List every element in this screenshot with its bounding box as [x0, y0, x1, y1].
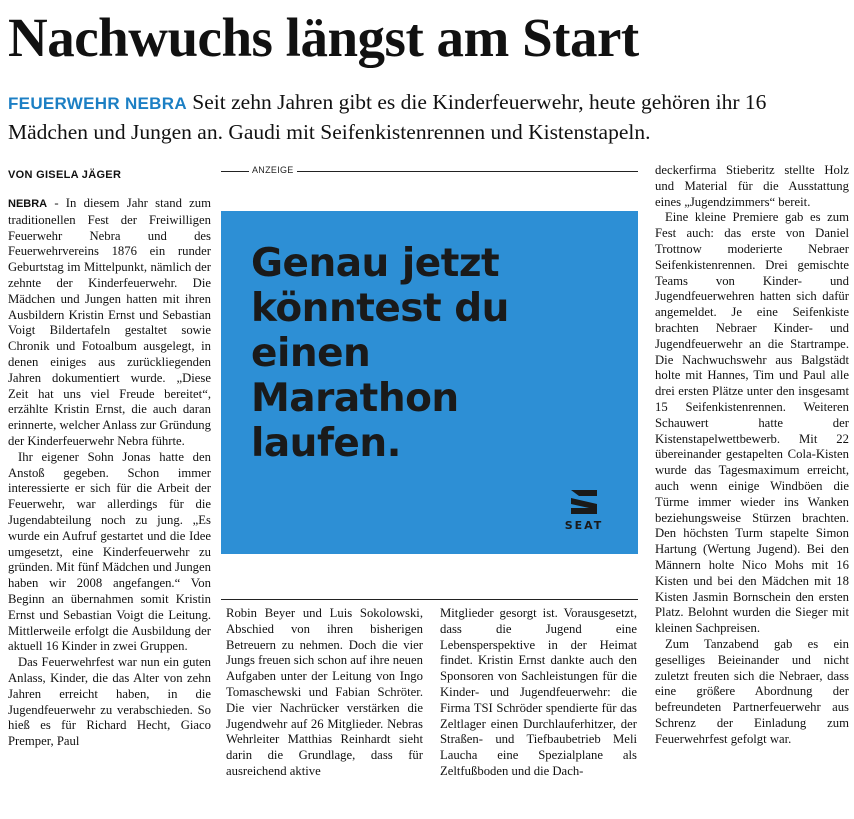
article-column-1 — [8, 196, 211, 750]
brand-logo — [557, 487, 611, 532]
paragraph: Robin Beyer und Luis Sokolowski, Abschied von ihren bisherigen Betreuern zu nehmen. Doch die vier Jungs freuen sich schon auf ihre neuen Aufgaben unter der Leitung von Ingo Tomaschewski und Fabian Schröter. Die vier Nachrücker verstärken die Jugendwehr auf 26 Mitglieder. Nebras Wehrleiter Matthias Reinhardt sieht darin die Grundlage, dass für ausreichend aktive — [226, 606, 423, 778]
paragraph: deckerfirma Stieberitz stellte Holz und Material für die Ausstattung eines „Jugendzimmers“ bereit. — [655, 163, 849, 209]
paragraph: Das Feuerwehrfest war nun ein guten Anlass, Kinder, die das Alter von zehn Jahren erreicht haben, in die Jugendfeuerwehr zu verabschieden. So hieß es für Richard Hecht, Giaco Premper, Paul — [8, 655, 211, 749]
article-column-2 — [226, 606, 423, 780]
ad-rule-bottom — [221, 599, 638, 600]
paragraph: Eine kleine Premiere gab es zum Fest auch: das erste von Daniel Trottnow moderierte Nebraer Seifenkistenrennen. Drei gemischte Teams von Kinder- und Jugendfeuerwehren hatten sich dafür angemeldet. Je eine Seifenkiste brachten Nebraer Kinder- und Jugendfeuerwehr an die Startrampe. Die Nachwuchswehr aus Balgstädt holte mit Hannes, Tim und Paul alle drei ersten Plätze unter den insgesamt 15 Seifenkistenrennen. Weiteren Schauwert hatte der Kistenstapelwettbewerb. Mit 22 übereinander gestapelten Cola-Kisten wurde das Tagesmaximum erreicht, auch wenn einige Windböen die Türme immer wieder ins Wanken beziehungsweise Stürzen brachten. Den höchsten Turm stapelte Simon Hartung (Wertung Jugend). Bei den Männern holte Nico Mohs mit 16 Kisten und bei den Mädchen mit 18 Kisten Jasmin Bornschein den ersten Platz. Belohnt wurden die Sieger mit kleinen Sachpreisen. — [655, 210, 849, 636]
deck-kicker: FEUERWEHR NEBRA — [8, 94, 187, 113]
article-column-4 — [655, 163, 849, 747]
dateline: NEBRA — [8, 198, 48, 210]
paragraph: Zum Tanzabend gab es ein geselliges Beieinander und nicht zuletzt freuten sich die Nebraer, dass eine größere Abordnung der befreundeten Partnerfeuerwehr aus Schrenz der Einladung zum Feuerwehrfest gefolgt war. — [655, 636, 849, 746]
headline: Nachwuchs längst am Start — [8, 7, 639, 68]
article-column-3 — [440, 606, 637, 780]
seat-logo-icon — [569, 487, 599, 517]
ad-slogan: Genau jetzt könntest du einen Marathon laufen. — [251, 241, 509, 466]
deck-text: Seit zehn Jahren gibt es die Kinderfeuerwehr, heute gehören ihr 16 Mädchen und Jungen an. Gaudi mit Seifenkistenrennen und Kistenstapeln. — [8, 90, 767, 144]
ad-label: ANZEIGE — [249, 165, 297, 175]
paragraph: NEBRA - In diesem Jahr stand zum traditionellen Fest der Freiwilligen Feuerwehr Nebra und des Feuerwehrvereins 1876 ein runder Geburtstag im Mittelpunkt, nämlich der zehnte der Kinderfeuerwehr. Die Mädchen und Jungen hatten mit ihren Ausbildern Kristin Ernst und Sebastian Voigt Bildertafeln gestaltet sowie Chronik und Fotoalbum ausgelegt, in denen einiges aus zurückliegenden Jahren dokumentiert wurde. „Diese Zeit hat uns viel Freude bereitet“, erzählte Kristin Ernst, die auch daran erinnerte, welcher Anlass zur Gründung der Kinderfeuerwehr Nebra führte. — [8, 196, 211, 448]
paragraph: Ihr eigener Sohn Jonas hatte den Anstoß gegeben. Schon immer interessierte er sich für die Arbeit der Feuerwehr, war allerdings für die Jugendabteilung noch zu jung. „Es wurde ein Aufruf gestartet und die Idee umgesetzt, eine Kinderfeuerwehr zu gründen. Mit fünf Mädchen und Jungen haben wir 2008 angefangen.“ Von Beginn an übernahmen somit Kristin Ernst und Sebastian Voigt die Leitung. Mittlerweile erfolgt die Ausbildung der aktuell 16 Kinder in zwei Gruppen. — [8, 449, 211, 654]
brand-name: SEAT — [564, 519, 604, 532]
byline: VON GISELA JÄGER — [8, 169, 122, 181]
deck — [8, 88, 848, 146]
paragraph: Mitglieder gesorgt ist. Vorausgesetzt, dass die Jugend eine Lebensperspektive in der Heimat findet. Kristin Ernst dankte auch den Sponsoren von Sachleistungen für die Kinder- und Jugendfeuerwehr: die Firma TSI Schröder spendierte für das Zeltlager einen Durchlauferhitzer, der Straßen- und Tiefbaubetrieb Meli Laucha eine Spezialplane als Zeltfußboden und die Dach- — [440, 606, 637, 778]
advertisement[interactable] — [221, 211, 638, 554]
